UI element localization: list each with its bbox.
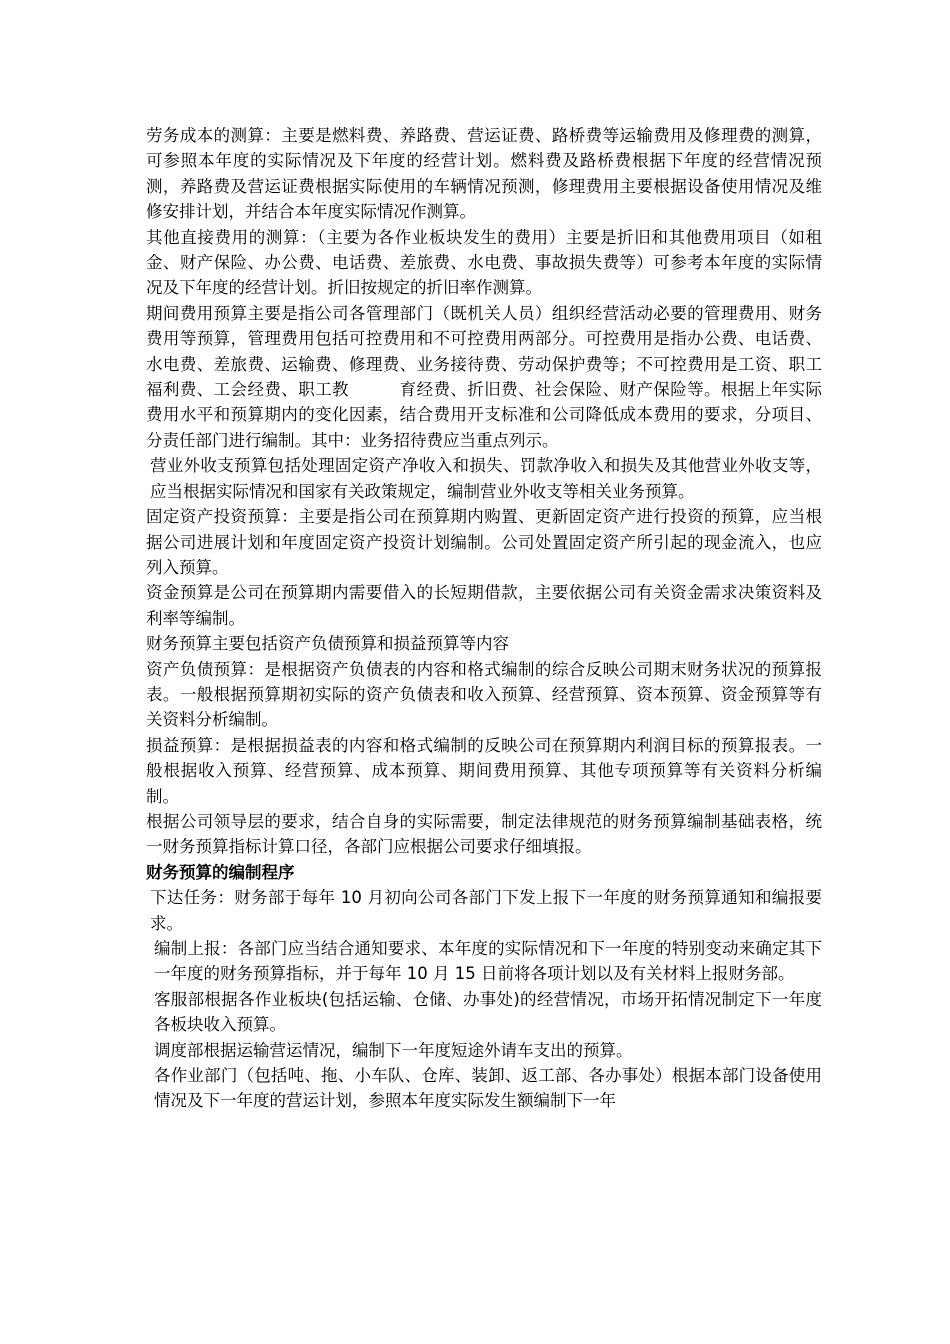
paragraph-customer-service: 客服部根据各作业板块(包括运输、仓储、办事处)的经营情况，市场开拓情况制定下一年度各板块收入预算。	[154, 989, 822, 1035]
paragraph-issue-task: 下达任务：财务部于每年 10 月初向公司各部门下发上报下一年度的财务预算通知和编报要求。	[150, 888, 822, 933]
paragraph-non-operating: 营业外收支预算包括处理固定资产净收入和损失、罚款净收入和损失及其他营业外收支等，应当根据实际情况和国家有关政策规定，编制营业外收支等相关业务预算。	[150, 456, 822, 501]
paragraph-dispatch: 调度部根据运输营运情况，编制下一年度短途外请车支出的预算。	[154, 1040, 633, 1060]
paragraph-operating-departments: 各作业部门（包括吨、拖、小车队、仓库、装卸、返工部、各办事处）根据本部门设备使用情况及下一年度的营运计划，参照本年度实际发生额编制下一年	[154, 1066, 822, 1111]
paragraph-other-direct-cost: 其他直接费用的测算：（主要为各作业板块发生的费用）主要是折旧和其他费用项目（如租金、财产保险、办公费、电话费、差旅费、水电费、事故损失费等）可参考本年度的实际情况及下年度的经营计划。折旧按规定的折旧率作测算。	[146, 227, 822, 298]
paragraph-income-budget: 损益预算：是根据损益表的内容和格式编制的反映公司在预算期内利润目标的预算报表。一般根据收入预算、经营预算、成本预算、期间费用预算、其他专项预算等有关资料分析编制。	[146, 735, 822, 806]
paragraph-period-expense: 期间费用预算主要是指公司各管理部门（既机关人员）组织经营活动必要的管理费用、财务费用等预算，管理费用包括可控费用和不可控费用两部分。可控费用是指办公费、电话费、水电费、差旅费、运输费、修理费、业务接待费、劳动保护费等；不可控费用是工资、职工福利费、工会经费、职工教 育经费、折旧费、社会保险、财产保险等。根据上年实际费用水平和预算期内的变化因素，结合费用开支标准和公司降低成本费用的要求，分项目、分责任部门进行编制。其中：业务招待费应当重点列示。	[146, 303, 822, 450]
paragraph-labor-cost: 劳务成本的测算：主要是燃料费、养路费、营运证费、路桥费等运输费用及修理费的测算，可参照本年度的实际情况及下年度的经营计划。燃料费及路桥费根据下年度的经营情况预测，养路费及营运证费根据实际使用的车辆情况预测，修理费用主要根据设备使用情况及维修安排计划，并结合本年度实际情况作测算。	[146, 126, 822, 222]
paragraph-balance-sheet-budget: 资产负债预算：是根据资产负债表的内容和格式编制的综合反映公司期末财务状况的预算报表。一般根据预算期初实际的资产负债表和收入预算、经营预算、资本预算、资金预算等有关资料分析编制。	[146, 659, 822, 730]
paragraph-basis-tables: 根据公司领导层的要求，结合自身的实际需要，制定法律规范的财务预算编制基础表格，统一财务预算指标计算口径，各部门应根据公司要求仔细填报。	[146, 811, 822, 857]
paragraph-compile-report: 编制上报：各部门应当结合通知要求、本年度的实际情况和下一年度的特别变动来确定其下一年度的财务预算指标，并于每年 10 月 15 日前将各项计划以及有关材料上报财务部。	[154, 939, 822, 984]
paragraph-fixed-asset-investment: 固定资产投资预算：主要是指公司在预算期内购置、更新固定资产进行投资的预算，应当根据公司进展计划和年度固定资产投资计划编制。公司处置固定资产所引起的现金流入，也应列入预算。	[146, 507, 822, 577]
paragraph-financial-budget: 财务预算主要包括资产负债预算和损益预算等内容	[146, 634, 509, 654]
section-heading-procedure: 财务预算的编制程序	[146, 862, 295, 882]
document-body	[146, 123, 822, 1114]
paragraph-funds-budget: 资金预算是公司在预算期内需要借入的长短期借款，主要依据公司有关资金需求决策资料及利率等编制。	[146, 583, 822, 628]
